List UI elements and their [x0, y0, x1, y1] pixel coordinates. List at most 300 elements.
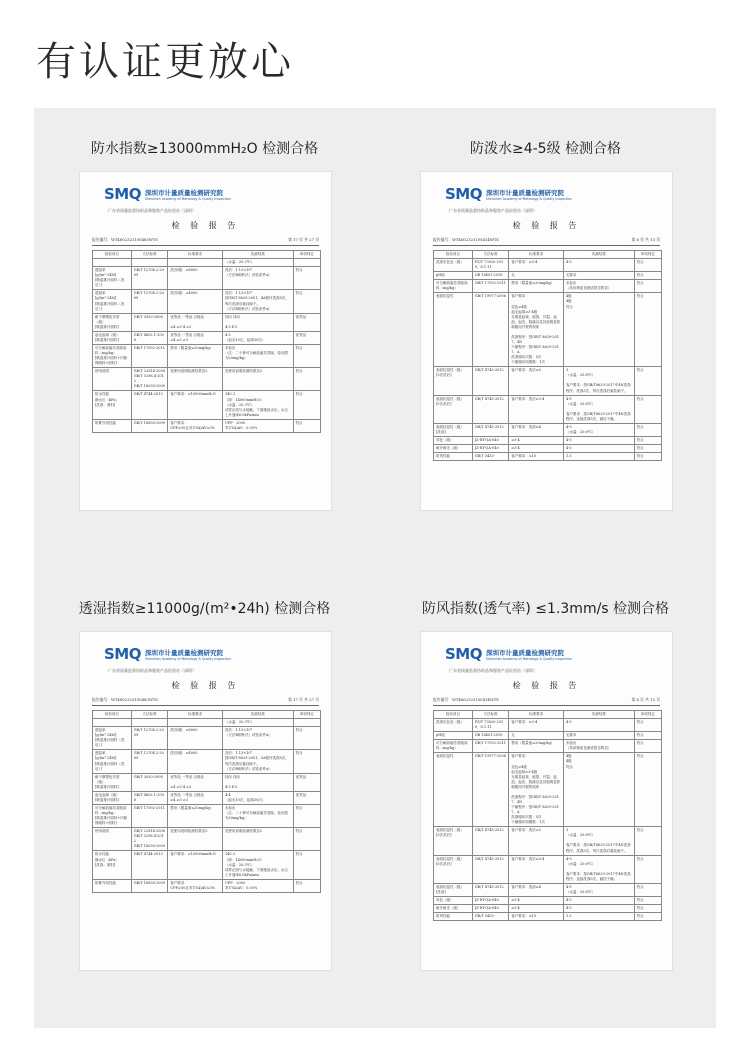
table-cell: 符合 — [634, 423, 661, 436]
table-cell: 透湿率 [g/(m²·24h)] [吸湿排汗面料（洗后）] — [93, 267, 132, 290]
table-cell: 客户要求： UPF≥50且T(UVA)AV≤5% — [168, 879, 223, 892]
institute-name-cn: 深圳市计量质量检测研究院 — [485, 648, 564, 657]
institute-name-en: Shenzhen Academy of Metrology & Quality Inspection — [144, 656, 231, 661]
table-cell: 4级 4级 符合 — [563, 753, 634, 827]
report-info-line — [433, 697, 660, 706]
table-cell: GB/T 18830-2009 — [131, 419, 167, 432]
table-cell: GB/T 19977-2006 — [472, 753, 508, 827]
table-cell: ≥3-4 — [509, 445, 564, 453]
certificate-card-windproof — [375, 568, 716, 1028]
page-number: 第 17 页 共 27 页 — [288, 697, 319, 702]
table-cell: 1.3 — [563, 913, 634, 921]
table-cell: 优等品 — [293, 791, 320, 804]
table-cell: 异色（级） — [434, 437, 473, 445]
sub-organization: 广东省质量监督纺织品和服装产品检验站（深圳） — [108, 208, 196, 213]
table-cell: 表面抗湿性（级） [5次洗后] — [434, 855, 473, 883]
report-letterhead — [445, 182, 672, 206]
table-cell: 客户要求：洗后≥3-4 — [509, 395, 564, 423]
table-row — [93, 391, 321, 419]
table-cell: 耐汗耐光（级） — [434, 905, 473, 913]
table-header-cell: 方法标准 — [472, 251, 508, 259]
smq-logo: SMQ — [445, 185, 482, 203]
table-cell: 见使用说明检测结果页2 — [222, 368, 293, 391]
table-cell: 经向 纬向 4-5 4-5 — [222, 313, 293, 331]
table-cell: 4-4 （起毛10次，起球30次） — [222, 791, 293, 804]
table-header-cell: 单项判定 — [634, 251, 661, 259]
smq-logo: SMQ — [104, 645, 141, 663]
table-cell: 未检出 （具体物质见测试报告附页） — [563, 740, 634, 753]
table-cell: 耐干摩擦色牢度（级） [吸湿排汗面料] — [93, 313, 132, 331]
table-cell: 防紫外线性能 — [93, 419, 132, 432]
table-cell: 客户要求：洗前≥4 — [509, 423, 564, 436]
table-cell: 洗后Ⅰ级：≥4000 — [168, 290, 223, 313]
report-number: 报告编号：WT4602323100414WTS — [433, 697, 499, 702]
certificate-caption: 防水指数≥13000mmH₂O 检测合格 — [90, 141, 319, 157]
table-cell: JZ-RT-QA-040 — [472, 437, 508, 445]
table-cell: 可分解致癌芳香胺染料（mg/kg） — [434, 280, 473, 293]
institute-name-en: Shenzhen Academy of Metrology & Quality Inspection — [485, 656, 572, 661]
results-table — [92, 710, 321, 893]
table-cell: JZ-RT-QA-040 — [472, 445, 508, 453]
table-cell: 洗涤后色变（级） — [434, 259, 473, 272]
table-cell: 客户要求： 变色≥4级 起毛起球≥3-4级 无明显起皱、破损、开裂、起泡、起皮、脱落以及其他明显影响服用外观的现象 洗涤程序：按GB/T 8629-2017，4N 干燥程序：按GB/T 8629-2017，A 洗涤循环次数：5次 干燥循环周期数：1次 — [509, 753, 564, 827]
table-cell: 符合 — [634, 293, 661, 367]
table-cell: 洗后：1.13×10⁴ 按GB/T 8629-2001，4A程序洗涤5次，每次洗涤后悬挂晾干。 （方法B倒杯法）试验条件a) — [222, 290, 293, 313]
table-cell: 表面抗湿性（级） [洗前] — [434, 423, 473, 436]
report-document — [79, 171, 332, 511]
table-cell: 符合 — [293, 804, 320, 827]
table-cell: 符合 — [293, 750, 320, 773]
table-cell: 符合 — [634, 913, 661, 921]
table-row — [434, 453, 662, 461]
table-cell: 符合 — [634, 827, 661, 855]
table-cell: 耐干摩擦色牢度（级） [吸湿排汗面料] — [93, 773, 132, 791]
table-cell: GB/T 12704.2-2009 — [131, 727, 167, 750]
table-cell: 起毛起球（级） [吸湿排汗面料] — [93, 331, 132, 344]
table-cell: 优等品 一等品 合格品 ≥4 ≥3-4 ≥3 — [168, 313, 223, 331]
table-cell: 使用说明 — [93, 368, 132, 391]
table-cell: 符合 — [634, 453, 661, 461]
institute-name-cn: 深圳市计量质量检测研究院 — [144, 188, 223, 197]
table-row — [93, 750, 321, 773]
page-number: 第 6 页 共 13 页 — [631, 697, 660, 702]
table-cell: 4级 4级 符合 — [563, 293, 634, 367]
report-letterhead — [445, 642, 672, 666]
table-cell: 符合 — [293, 344, 320, 367]
certificate-card-moisture-permeability — [34, 568, 375, 1028]
report-number: 报告编号：WT4602323100483WTS — [92, 697, 158, 702]
table-cell: 起毛起球（级） [吸湿排汗面料] — [93, 791, 132, 804]
table-cell: GB/T 4802.1-2008 — [131, 331, 167, 344]
table-header-cell: 标准要求 — [509, 251, 564, 259]
table-row — [93, 851, 321, 879]
table-cell: 防风性能 — [434, 913, 473, 921]
table-cell: 4-5 （水温：20.6℃） — [563, 423, 634, 436]
table-cell: 见使用说明检测结果页2 — [168, 828, 223, 851]
table-cell: 禁用（限量值≤20mg/kg） — [168, 344, 223, 367]
report-title: 检 验 报 告 — [171, 221, 240, 230]
report-document — [79, 631, 332, 971]
table-row — [434, 905, 662, 913]
table-cell: 禁用（限量值≤20mg/kg） — [509, 280, 564, 293]
table-row — [434, 395, 662, 423]
table-cell: 禁用（限量值≤20mg/kg） — [168, 804, 223, 827]
table-header-cell: 检验项目 — [93, 251, 132, 259]
table-cell: FZ/T 73020-2019，6.1.11 — [472, 259, 508, 272]
table-cell: 优等品 — [293, 313, 320, 331]
table-row — [434, 367, 662, 395]
table-cell: 优等品 — [293, 331, 320, 344]
table-cell: 客户要求：≥3-4 — [509, 719, 564, 732]
table-cell: 防水性能 静水压（kPa） [洗涤：面料] — [93, 391, 132, 419]
table-cell: 符合 — [293, 419, 320, 432]
table-row — [93, 368, 321, 391]
institute-name-cn: 深圳市计量质量检测研究院 — [485, 188, 564, 197]
table-row — [434, 913, 662, 921]
table-cell: 4-5 — [563, 437, 634, 445]
table-cell: GB/T 4802.1-2008 — [131, 791, 167, 804]
table-cell: 符合 — [634, 732, 661, 740]
table-row — [434, 423, 662, 436]
table-cell: 符合 — [634, 272, 661, 280]
table-cell: GB/T 4745-2012 — [472, 395, 508, 423]
table-cell: 符合 — [634, 855, 661, 883]
table-header-cell: 检验项目 — [93, 711, 132, 719]
table-cell: GB/T 4744-2013 — [131, 391, 167, 419]
table-cell: 防紫外线性能 — [93, 879, 132, 892]
table-header-cell: 检验项目 — [434, 711, 473, 719]
table-cell: （水温：20.3℃） — [222, 719, 293, 727]
table-cell: 透湿率 [g/(m²·24h)] [吸湿排汗面料（洗后）] — [93, 290, 132, 313]
certificate-panel — [34, 108, 716, 1028]
table-row — [434, 827, 662, 855]
table-cell: 表面抗湿性（级） [洗前] — [434, 883, 473, 896]
table-cell: GB 18401-2010 — [472, 732, 508, 740]
certificate-caption: 防泼水≥4-5级 检测合格 — [469, 141, 622, 157]
table-row — [434, 753, 662, 827]
table-cell: 1.3 — [563, 453, 634, 461]
report-letterhead — [104, 182, 331, 206]
table-header-cell: 检验项目 — [434, 251, 473, 259]
table-cell: ≥3-4 — [509, 437, 564, 445]
table-cell: 洗后：1.13×10⁴ （方法B倒杯法）试验条件a) — [222, 267, 293, 290]
table-cell: 符合 — [634, 740, 661, 753]
report-info-line — [433, 237, 660, 246]
table-cell: 表面抗湿性 — [434, 293, 473, 367]
results-table — [433, 710, 662, 921]
table-cell: GB/T 4744-2013 — [131, 851, 167, 879]
table-cell: 符合 — [293, 290, 320, 313]
table-cell: 4-5 （起毛10次，起球30次） — [222, 331, 293, 344]
table-cell: 符合 — [634, 280, 661, 293]
table-cell — [131, 719, 167, 727]
table-cell: 客户要求：≥3-4 — [509, 259, 564, 272]
table-cell: GB/T 3920-2008 — [131, 773, 167, 791]
table-cell: GB/T 18830-2009 — [131, 879, 167, 892]
table-cell: 无要求 — [563, 272, 634, 280]
table-cell — [293, 719, 320, 727]
table-cell: 经向 纬向 4-5 4-5 — [222, 773, 293, 791]
table-cell — [93, 259, 132, 267]
table-header-cell: 实测结果 — [222, 251, 293, 259]
institute-name-en: Shenzhen Academy of Metrology & Quality Inspection — [144, 196, 231, 201]
table-row — [93, 313, 321, 331]
table-row — [93, 344, 321, 367]
table-cell: 耐汗耐光（级） — [434, 445, 473, 453]
table-row — [93, 828, 321, 851]
table-row — [434, 445, 662, 453]
table-row — [93, 879, 321, 892]
table-cell: 洗后：1.13×10⁴ （方法B倒杯法）试验条件a) — [222, 727, 293, 750]
table-cell: 符合 — [293, 267, 320, 290]
table-cell: 符合 — [634, 259, 661, 272]
table-cell: 3 （水温：20.6℃） 客户要求：按GB/T8629-2017中4N洗涤程序，洗涤3次，每次洗涤后悬挂晾干。 — [563, 827, 634, 855]
table-row — [434, 740, 662, 753]
table-cell: 表面抗湿性（级） [3次洗后] — [434, 367, 473, 395]
table-cell — [293, 259, 320, 267]
table-cell: 符合 — [293, 368, 320, 391]
table-cell: 符合 — [634, 445, 661, 453]
table-row — [93, 259, 321, 267]
table-cell: 客户要求：洗后≥3-4 — [509, 855, 564, 883]
table-cell: 防水性能 静水压（kPa） [洗涤：面料] — [93, 851, 132, 879]
institute-name — [486, 648, 572, 661]
table-cell: 洗涤后色变（级） — [434, 719, 473, 732]
report-info-line — [92, 697, 319, 706]
table-cell: 符合 — [634, 883, 661, 896]
table-cell: 使用说明 — [93, 828, 132, 851]
table-row — [93, 727, 321, 750]
table-cell: GB/T 4745-2012 — [472, 827, 508, 855]
table-cell: 未检出 （注：二十种可分解致癌芳香胺，检出限为20mg/kg） — [222, 804, 293, 827]
table-header-cell: 单项判定 — [634, 711, 661, 719]
table-cell: 符合 — [634, 395, 661, 423]
table-cell: GB/T 22814-2008 GB/T 5296.4-2012 GB/T 18030-2000 — [131, 828, 167, 851]
table-cell: 符合 — [634, 897, 661, 905]
table-cell: GB/T 3920-2008 — [131, 313, 167, 331]
table-cell: GB/T 12704.2-2009 — [131, 750, 167, 773]
table-cell: 见使用说明检测结果页2 — [222, 828, 293, 851]
table-cell: GB/T 12704.2-2009 — [131, 290, 167, 313]
table-cell: 4-5 — [563, 719, 634, 732]
table-row — [434, 719, 662, 732]
table-cell: 无 — [509, 272, 564, 280]
table-cell: 可分解致癌芳香胺染料（mg/kg） [吸湿排汗面料+内胆保暖料+面料] — [93, 344, 132, 367]
page-number: 第 17 页 共 27 页 — [288, 237, 319, 242]
table-cell: 洗后：1.13×10⁴ 按GB/T 8629-2001，5A程序洗涤5次，每次洗涤后悬挂晾干。 （方法B倒杯法）试验条件a) — [222, 750, 293, 773]
table-cell: 4-5 （水温：20.6℃） 客户要求：按GB/T8629-2017中4N洗涤程序，连续洗涤5次，悬挂干燥。 — [563, 855, 634, 883]
report-letterhead — [104, 642, 331, 666]
table-cell: 优等品 一等品 合格品 ≥4 ≥3-4 ≥3 — [168, 773, 223, 791]
table-cell — [131, 259, 167, 267]
table-cell: 洗后Ⅰ级：≥8000 — [168, 267, 223, 290]
institute-name — [486, 188, 572, 201]
table-cell: UPF：2000 T(UVA)AV：0.05% — [222, 879, 293, 892]
table-row — [93, 267, 321, 290]
table-header-cell: 单项判定 — [293, 251, 320, 259]
table-cell: 4-5 — [563, 259, 634, 272]
table-row — [434, 280, 662, 293]
sub-organization: 广东省质量监督纺织品和服装产品检验站（深圳） — [449, 208, 537, 213]
smq-logo: SMQ — [445, 645, 482, 663]
table-cell: GB/T 4745-2012 — [472, 855, 508, 883]
report-number: 报告编号：WT4602323100483WTS — [92, 237, 158, 242]
table-cell: 表面抗湿性（级） [5次洗后] — [434, 395, 473, 423]
table-cell: GB/T 5453- — [472, 913, 508, 921]
table-header-cell: 标准要求 — [168, 251, 223, 259]
table-row — [434, 293, 662, 367]
table-cell: 优等品 一等品 合格品 ≥4 ≥3 ≥3 — [168, 791, 223, 804]
table-cell: （水温：20.2℃） — [222, 259, 293, 267]
table-cell: 4-5 （水温：20.6℃） 客户要求：按GB/T8629-2017中4N洗涤程序，连续洗涤5次，悬挂干燥。 — [563, 395, 634, 423]
report-document — [420, 171, 673, 511]
table-cell: 符合 — [293, 727, 320, 750]
results-table — [433, 250, 662, 461]
table-cell: 优等品 一等品 合格品 ≥4 ≥3 ≥3 — [168, 331, 223, 344]
table-cell: 符合 — [634, 719, 661, 732]
table-cell: 禁用（限量值≤20mg/kg） — [509, 740, 564, 753]
table-cell: GB/T 4745-2012 — [472, 423, 508, 436]
certificate-caption: 防风指数(透气率) ≤1.3mm/s 检测合格 — [421, 601, 670, 617]
table-row — [93, 290, 321, 313]
table-cell: 140.3 （即：14000mmH₂O） （水温：20.3℃） 试样正面与水接触，下面施加水压。水压上升速率6.0kPa/min — [222, 851, 293, 879]
smq-logo: SMQ — [104, 185, 141, 203]
table-row — [434, 855, 662, 883]
table-cell: 客户要求：洗后≥3 — [509, 367, 564, 395]
table-cell — [168, 719, 223, 727]
table-row — [434, 437, 662, 445]
report-number: 报告编号：WT4602323100414WTS — [433, 237, 499, 242]
report-info-line — [92, 237, 319, 246]
table-cell: 可分解致癌芳香胺染料（mg/kg） — [434, 740, 473, 753]
table-cell: pH值 — [434, 732, 473, 740]
institute-name — [145, 188, 231, 201]
institute-name-cn: 深圳市计量质量检测研究院 — [144, 648, 223, 657]
table-cell: 客户要求：洗前≥4 — [509, 883, 564, 896]
table-header-cell: 实测结果 — [563, 711, 634, 719]
table-cell: 未检出 （注：二十种可分解致癌芳香胺，检出限为20mg/kg） — [222, 344, 293, 367]
table-cell: ≥3-4 — [509, 905, 564, 913]
certificate-caption: 透湿指数≥11000g/(m²•24h) 检测合格 — [78, 601, 331, 617]
report-title: 检 验 报 告 — [512, 221, 581, 230]
table-row — [93, 719, 321, 727]
table-cell: GB/T 17592-2011 — [131, 804, 167, 827]
table-header-cell: 单项判定 — [293, 711, 320, 719]
table-cell: GB/T 17592-2011 — [131, 344, 167, 367]
table-cell: GB/T 4745-2012 — [472, 883, 508, 896]
table-cell: 4-5 — [563, 905, 634, 913]
table-cell: 洗后Ⅰ级：≥4000 — [168, 750, 223, 773]
table-cell: 符合 — [634, 905, 661, 913]
table-cell: UPF：2000 T(UVA)AV：0.05% — [222, 419, 293, 432]
table-row — [434, 732, 662, 740]
table-cell: 客户要求： UPF≥50且T(UVA)AV≤5% — [168, 419, 223, 432]
table-row — [434, 272, 662, 280]
table-cell: 防风性能 — [434, 453, 473, 461]
certificate-card-waterproof — [34, 108, 375, 568]
table-cell: 符合 — [293, 391, 320, 419]
table-row — [434, 897, 662, 905]
report-document — [420, 631, 673, 971]
table-cell: JZ-RT-QA-040 — [472, 905, 508, 913]
table-cell: 透湿率 [g/(m²·24h)] [吸湿排汗面料（洗后）] — [93, 750, 132, 773]
table-header-cell: 方法标准 — [131, 711, 167, 719]
report-title: 检 验 报 告 — [171, 681, 240, 690]
table-cell: 符合 — [293, 879, 320, 892]
report-title: 检 验 报 告 — [512, 681, 581, 690]
table-cell — [168, 259, 223, 267]
table-cell: 4-5 — [563, 897, 634, 905]
table-cell: 客户要求：≤10 — [509, 913, 564, 921]
certificate-card-water-repellent — [375, 108, 716, 568]
table-cell: GB/T 17592-2011 — [472, 280, 508, 293]
table-cell: 符合 — [293, 828, 320, 851]
table-header-cell: 标准要求 — [168, 711, 223, 719]
table-cell: GB/T 17592-2011 — [472, 740, 508, 753]
table-header-cell: 实测结果 — [222, 711, 293, 719]
table-row — [434, 883, 662, 896]
table-cell — [93, 719, 132, 727]
table-cell: 表面抗湿性（级） [3次洗后] — [434, 827, 473, 855]
table-cell: 3 （水温：20.6℃） 客户要求：按GB/T8629-2017中4N洗涤程序，洗涤3次，每次洗涤后悬挂晾干。 — [563, 367, 634, 395]
table-cell: 符合 — [634, 367, 661, 395]
table-cell: 4-5 — [563, 445, 634, 453]
table-cell: FZ/T 73020-2019，6.1.11 — [472, 719, 508, 732]
table-cell: 无 — [509, 732, 564, 740]
table-cell: JZ-RT-QA-040 — [472, 897, 508, 905]
table-cell: 见使用说明检测结果页2 — [168, 368, 223, 391]
table-row — [93, 419, 321, 432]
table-cell: 无要求 — [563, 732, 634, 740]
table-cell: 140.3 （即：14000mmH₂O） （水温：20.3℃） 试样正面与水接触，下面施加水压。水压上升速率6.0kPa/min — [222, 391, 293, 419]
results-table — [92, 250, 321, 433]
table-cell: 符合 — [634, 437, 661, 445]
table-header-cell: 实测结果 — [563, 251, 634, 259]
page-title: 有认证更放心 — [36, 39, 294, 85]
table-cell: GB/T 12704.2-2009 — [131, 267, 167, 290]
table-cell: 表面抗湿性 — [434, 753, 473, 827]
table-cell: 客户要求：洗后≥3 — [509, 827, 564, 855]
table-row — [434, 259, 662, 272]
table-cell: 异色（级） — [434, 897, 473, 905]
table-cell: 洗后Ⅰ级：≥8000 — [168, 727, 223, 750]
table-cell: GB/T 19977-2006 — [472, 293, 508, 367]
table-cell: GB 18401-2010 — [472, 272, 508, 280]
table-cell: 优等品 — [293, 773, 320, 791]
table-cell: 透湿率 [g/(m²·24h)] [吸湿排汗面料（洗后）] — [93, 727, 132, 750]
table-cell: GB/T 22814-2008 GB/T 5296.4-2012 GB/T 18030-2000 — [131, 368, 167, 391]
table-cell: 客户要求：≥10000mmH₂O — [168, 391, 223, 419]
table-row — [93, 773, 321, 791]
table-cell: 客户要求： 变色≥4级 起毛起球≥3-4级 无明显起皱、破损、开裂、起泡、起皮、脱落以及其他明显影响服用外观的现象 洗涤程序：按GB/T 8629-2017，4N 干燥程序：按GB/T 8629-2017，A 洗涤循环次数：5次 干燥循环周期数：1次 — [509, 293, 564, 367]
table-cell: 符合 — [293, 851, 320, 879]
table-cell: GB/T 4745-2012 — [472, 367, 508, 395]
table-cell: GB/T 5453- — [472, 453, 508, 461]
table-cell: 符合 — [634, 753, 661, 827]
table-row — [93, 804, 321, 827]
table-cell: 未检出 （具体物质见测试报告附页） — [563, 280, 634, 293]
table-row — [93, 791, 321, 804]
table-header-cell: 方法标准 — [472, 711, 508, 719]
institute-name-en: Shenzhen Academy of Metrology & Quality Inspection — [485, 196, 572, 201]
institute-name — [145, 648, 231, 661]
table-header-cell: 标准要求 — [509, 711, 564, 719]
table-row — [93, 331, 321, 344]
sub-organization: 广东省质量监督纺织品和服装产品检验站（深圳） — [449, 668, 537, 673]
table-cell: 客户要求：≥10000mmH₂O — [168, 851, 223, 879]
sub-organization: 广东省质量监督纺织品和服装产品检验站（深圳） — [108, 668, 196, 673]
table-cell: pH值 — [434, 272, 473, 280]
